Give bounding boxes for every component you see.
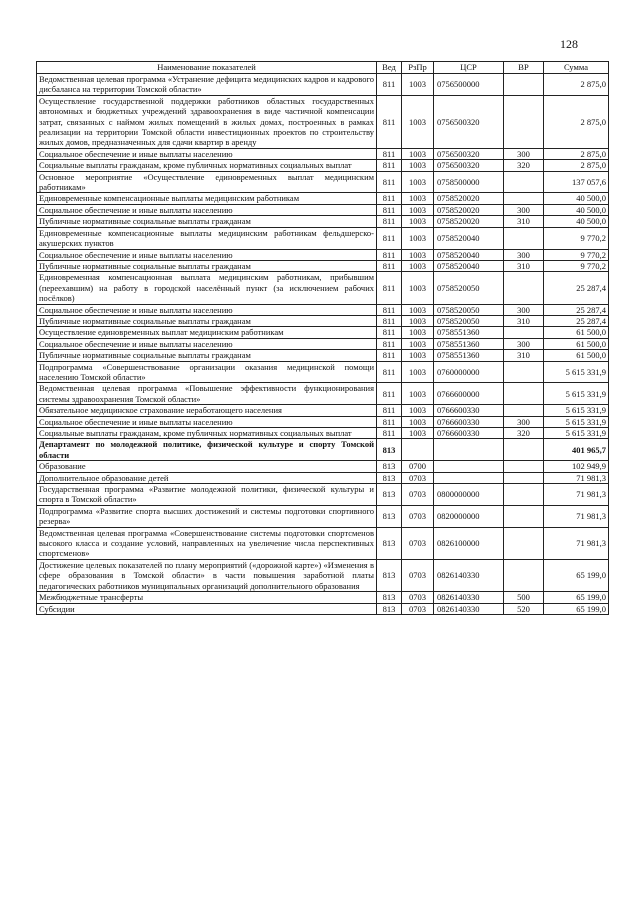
row-name: Публичные нормативные социальные выплаты гражданам — [37, 260, 377, 271]
row-name: Подпрограмма «Развитие спорта высших достижений и системы подготовки спортивного резерва» — [37, 505, 377, 527]
row-name: Социальное обеспечение и иные выплаты населению — [37, 148, 377, 159]
row-vr: 300 — [504, 416, 544, 427]
table-row — [37, 361, 609, 383]
row-rzpr: 1003 — [402, 193, 434, 204]
row-sum: 9 770,2 — [544, 260, 609, 271]
row-sum: 5 615 331,9 — [544, 428, 609, 439]
row-csr: 0800000000 — [434, 484, 504, 506]
row-vr — [504, 527, 544, 559]
row-csr: 0756500000 — [434, 74, 504, 96]
row-sum: 71 981,3 — [544, 484, 609, 506]
table-row — [37, 315, 609, 326]
table-row — [37, 484, 609, 506]
row-csr: 0758520040 — [434, 260, 504, 271]
row-sum: 61 500,0 — [544, 350, 609, 361]
row-name: Публичные нормативные социальные выплаты гражданам — [37, 216, 377, 227]
row-name: Образование — [37, 461, 377, 472]
row-sum: 25 287,4 — [544, 272, 609, 304]
row-ved: 811 — [377, 160, 402, 171]
table-row — [37, 505, 609, 527]
row-rzpr: 1003 — [402, 148, 434, 159]
row-vr: 300 — [504, 204, 544, 215]
row-vr: 310 — [504, 216, 544, 227]
row-csr: 0758520050 — [434, 315, 504, 326]
row-rzpr: 1003 — [402, 227, 434, 249]
row-ved: 811 — [377, 272, 402, 304]
row-rzpr: 1003 — [402, 383, 434, 405]
row-name: Социальное обеспечение и иные выплаты населению — [37, 416, 377, 427]
table-row — [37, 272, 609, 304]
row-sum: 25 287,4 — [544, 315, 609, 326]
table-row — [37, 204, 609, 215]
table-body — [37, 74, 609, 615]
row-sum: 2 875,0 — [544, 95, 609, 148]
table-row — [37, 304, 609, 315]
row-sum: 65 199,0 — [544, 559, 609, 591]
table-row — [37, 249, 609, 260]
row-sum: 137 057,6 — [544, 171, 609, 193]
row-vr: 300 — [504, 148, 544, 159]
row-name: Подпрограмма «Совершенствование организации оказания медицинской помощи населению Томской области» — [37, 361, 377, 383]
row-ved: 813 — [377, 527, 402, 559]
row-sum: 71 981,3 — [544, 527, 609, 559]
row-sum: 2 875,0 — [544, 74, 609, 96]
row-ved: 811 — [377, 204, 402, 215]
row-rzpr: 0703 — [402, 559, 434, 591]
row-vr: 320 — [504, 160, 544, 171]
row-vr — [504, 472, 544, 483]
row-vr: 320 — [504, 428, 544, 439]
row-ved: 813 — [377, 472, 402, 483]
row-name: Осуществление государственной поддержки работников областных государственных автономных и бюджетных учреждений здравоохранения в виде частичной компенсации затрат, связанных с наймом жилых помещений в жилых домах, построенных в рамках реализации на территории Томской области инвестиционных проектов по строительству жилых домов, предназначенных для сдачи квартир в аренду — [37, 95, 377, 148]
row-rzpr: 0703 — [402, 603, 434, 614]
row-rzpr: 0700 — [402, 461, 434, 472]
row-csr — [434, 461, 504, 472]
row-ved: 811 — [377, 361, 402, 383]
row-rzpr: 0703 — [402, 505, 434, 527]
row-ved: 813 — [377, 603, 402, 614]
row-ved: 813 — [377, 559, 402, 591]
row-sum: 71 981,3 — [544, 472, 609, 483]
row-csr: 0826140330 — [434, 559, 504, 591]
row-vr — [504, 193, 544, 204]
row-sum: 2 875,0 — [544, 160, 609, 171]
row-csr: 0758551360 — [434, 338, 504, 349]
row-name: Межбюджетные трансферты — [37, 592, 377, 603]
row-name: Публичные нормативные социальные выплаты гражданам — [37, 315, 377, 326]
row-ved: 811 — [377, 416, 402, 427]
row-name: Социальные выплаты гражданам, кроме публичных нормативных социальных выплат — [37, 428, 377, 439]
table-row — [37, 327, 609, 338]
table-row — [37, 227, 609, 249]
row-sum: 5 615 331,9 — [544, 383, 609, 405]
table-row — [37, 338, 609, 349]
row-name: Обязательное медицинское страхование неработающего населения — [37, 405, 377, 416]
table-row — [37, 428, 609, 439]
row-ved: 811 — [377, 193, 402, 204]
row-vr: 300 — [504, 249, 544, 260]
row-vr — [504, 74, 544, 96]
table-header-row — [37, 62, 609, 74]
row-rzpr: 1003 — [402, 315, 434, 326]
row-csr: 0758551360 — [434, 350, 504, 361]
table-row — [37, 193, 609, 204]
row-name: Единовременные компенсационные выплаты медицинским работникам — [37, 193, 377, 204]
row-ved: 813 — [377, 505, 402, 527]
row-ved: 811 — [377, 327, 402, 338]
row-name: Социальное обеспечение и иные выплаты населению — [37, 204, 377, 215]
row-csr: 0826100000 — [434, 527, 504, 559]
row-sum: 61 500,0 — [544, 338, 609, 349]
row-rzpr: 1003 — [402, 304, 434, 315]
row-name: Достижение целевых показателей по плану мероприятий («дорожной карте») «Изменения в сфере образования в Томской области» в части повышения заработной платы педагогических работников муниципальных организаций дополнительного образования — [37, 559, 377, 591]
row-ved: 811 — [377, 383, 402, 405]
row-ved: 811 — [377, 148, 402, 159]
row-csr — [434, 439, 504, 461]
row-name: Социальное обеспечение и иные выплаты населению — [37, 338, 377, 349]
row-rzpr: 1003 — [402, 95, 434, 148]
row-ved: 811 — [377, 227, 402, 249]
row-ved: 811 — [377, 74, 402, 96]
row-vr — [504, 383, 544, 405]
row-sum: 102 949,9 — [544, 461, 609, 472]
row-vr — [504, 361, 544, 383]
row-vr — [504, 272, 544, 304]
row-rzpr: 1003 — [402, 272, 434, 304]
row-sum: 5 615 331,9 — [544, 416, 609, 427]
row-vr — [504, 405, 544, 416]
row-csr: 0760000000 — [434, 361, 504, 383]
row-name: Единовременная компенсационная выплата медицинским работникам, прибывшим (переехавшим) на работу в городской населённый пункт (за исключением рабочих посёлков) — [37, 272, 377, 304]
row-name: Осуществление единовременных выплат медицинским работникам — [37, 327, 377, 338]
row-ved: 811 — [377, 405, 402, 416]
header-rzpr: РзПр — [402, 62, 434, 74]
row-csr: 0758520020 — [434, 204, 504, 215]
header-ved: Вед — [377, 62, 402, 74]
row-csr: 0758551360 — [434, 327, 504, 338]
row-ved: 811 — [377, 260, 402, 271]
row-sum: 65 199,0 — [544, 603, 609, 614]
row-rzpr: 1003 — [402, 327, 434, 338]
row-rzpr: 1003 — [402, 350, 434, 361]
row-csr: 0758520020 — [434, 216, 504, 227]
header-name: Наименование показателей — [37, 62, 377, 74]
row-name: Субсидии — [37, 603, 377, 614]
row-csr: 0756500320 — [434, 148, 504, 159]
row-rzpr: 0703 — [402, 592, 434, 603]
row-sum: 40 500,0 — [544, 216, 609, 227]
row-csr: 0766600330 — [434, 428, 504, 439]
row-rzpr: 0703 — [402, 484, 434, 506]
row-vr — [504, 505, 544, 527]
row-csr: 0756500320 — [434, 95, 504, 148]
row-rzpr: 1003 — [402, 428, 434, 439]
row-sum: 5 615 331,9 — [544, 361, 609, 383]
row-ved: 811 — [377, 350, 402, 361]
row-ved: 813 — [377, 484, 402, 506]
row-ved: 811 — [377, 249, 402, 260]
table-row — [37, 74, 609, 96]
row-rzpr: 1003 — [402, 260, 434, 271]
table-row — [37, 559, 609, 591]
row-ved: 811 — [377, 171, 402, 193]
row-csr: 0826140330 — [434, 592, 504, 603]
row-ved: 811 — [377, 95, 402, 148]
row-sum: 401 965,7 — [544, 439, 609, 461]
row-rzpr: 1003 — [402, 338, 434, 349]
row-name: Основное мероприятие «Осуществление единовременных выплат медицинским работникам» — [37, 171, 377, 193]
row-vr: 300 — [504, 338, 544, 349]
row-csr: 0766600000 — [434, 383, 504, 405]
row-rzpr: 1003 — [402, 416, 434, 427]
table-row — [37, 171, 609, 193]
row-name: Социальное обеспечение и иные выплаты населению — [37, 304, 377, 315]
header-csr: ЦСР — [434, 62, 504, 74]
table-row — [37, 472, 609, 483]
row-csr: 0756500320 — [434, 160, 504, 171]
row-ved: 813 — [377, 439, 402, 461]
row-vr — [504, 439, 544, 461]
row-ved: 811 — [377, 304, 402, 315]
row-name: Ведомственная целевая программа «Повышение эффективности функционирования системы здравоохранения Томской области» — [37, 383, 377, 405]
row-name: Дополнительное образование детей — [37, 472, 377, 483]
header-sum: Сумма — [544, 62, 609, 74]
row-ved: 811 — [377, 216, 402, 227]
row-vr: 310 — [504, 260, 544, 271]
budget-table — [36, 61, 609, 615]
row-rzpr: 1003 — [402, 216, 434, 227]
row-name: Социальное обеспечение и иные выплаты населению — [37, 249, 377, 260]
header-vr: ВР — [504, 62, 544, 74]
row-csr: 0766600330 — [434, 405, 504, 416]
row-vr: 310 — [504, 350, 544, 361]
row-sum: 2 875,0 — [544, 148, 609, 159]
row-ved: 813 — [377, 461, 402, 472]
page-number: 128 — [560, 37, 578, 51]
table-row — [37, 350, 609, 361]
row-csr — [434, 472, 504, 483]
row-name: Ведомственная целевая программа «Устранение дефицита медицинских кадров и кадрового дисбаланса на территории Томской области» — [37, 74, 377, 96]
row-csr: 0766600330 — [434, 416, 504, 427]
row-sum: 25 287,4 — [544, 304, 609, 315]
row-rzpr: 1003 — [402, 204, 434, 215]
row-vr — [504, 327, 544, 338]
row-csr: 0826140330 — [434, 603, 504, 614]
table-row — [37, 383, 609, 405]
row-vr: 300 — [504, 304, 544, 315]
row-csr: 0758520050 — [434, 304, 504, 315]
row-vr — [504, 95, 544, 148]
table-row — [37, 527, 609, 559]
table-row — [37, 160, 609, 171]
row-ved: 811 — [377, 338, 402, 349]
row-sum: 9 770,2 — [544, 249, 609, 260]
table-row — [37, 592, 609, 603]
row-name: Социальные выплаты гражданам, кроме публичных нормативных социальных выплат — [37, 160, 377, 171]
row-rzpr: 1003 — [402, 74, 434, 96]
row-sum: 9 770,2 — [544, 227, 609, 249]
row-sum: 40 500,0 — [544, 204, 609, 215]
table-row — [37, 416, 609, 427]
row-csr: 0758500000 — [434, 171, 504, 193]
table-row — [37, 260, 609, 271]
row-csr: 0758520050 — [434, 272, 504, 304]
row-vr: 500 — [504, 592, 544, 603]
row-sum: 40 500,0 — [544, 193, 609, 204]
row-rzpr — [402, 439, 434, 461]
row-rzpr: 1003 — [402, 405, 434, 416]
table-row — [37, 216, 609, 227]
row-name: Публичные нормативные социальные выплаты гражданам — [37, 350, 377, 361]
row-name: Единовременные компенсационные выплаты медицинским работникам фельдшерско-акушерских пунктов — [37, 227, 377, 249]
row-vr: 310 — [504, 315, 544, 326]
row-csr: 0820000000 — [434, 505, 504, 527]
row-sum: 61 500,0 — [544, 327, 609, 338]
table-row — [37, 95, 609, 148]
table-row — [37, 603, 609, 614]
row-name: Департамент по молодежной политике, физической культуре и спорту Томской области — [37, 439, 377, 461]
row-rzpr: 0703 — [402, 472, 434, 483]
table-row — [37, 461, 609, 472]
row-name: Государственная программа «Развитие молодежной политики, физической культуры и спорта в Томской области» — [37, 484, 377, 506]
row-ved: 813 — [377, 592, 402, 603]
row-sum: 71 981,3 — [544, 505, 609, 527]
row-sum: 5 615 331,9 — [544, 405, 609, 416]
row-vr — [504, 227, 544, 249]
table-row — [37, 439, 609, 461]
row-csr: 0758520040 — [434, 227, 504, 249]
row-vr: 520 — [504, 603, 544, 614]
row-vr — [504, 461, 544, 472]
row-vr — [504, 484, 544, 506]
row-vr — [504, 171, 544, 193]
row-rzpr: 1003 — [402, 249, 434, 260]
row-rzpr: 1003 — [402, 160, 434, 171]
row-ved: 811 — [377, 428, 402, 439]
row-name: Ведомственная целевая программа «Совершенствование системы подготовки спортсменов высокого класса и создание условий, направленных на увеличение числа перспективных спортсменов» — [37, 527, 377, 559]
table-row — [37, 405, 609, 416]
row-csr: 0758520020 — [434, 193, 504, 204]
table-row — [37, 148, 609, 159]
row-vr — [504, 559, 544, 591]
row-csr: 0758520040 — [434, 249, 504, 260]
row-ved: 811 — [377, 315, 402, 326]
row-rzpr: 0703 — [402, 527, 434, 559]
row-rzpr: 1003 — [402, 361, 434, 383]
row-rzpr: 1003 — [402, 171, 434, 193]
row-sum: 65 199,0 — [544, 592, 609, 603]
